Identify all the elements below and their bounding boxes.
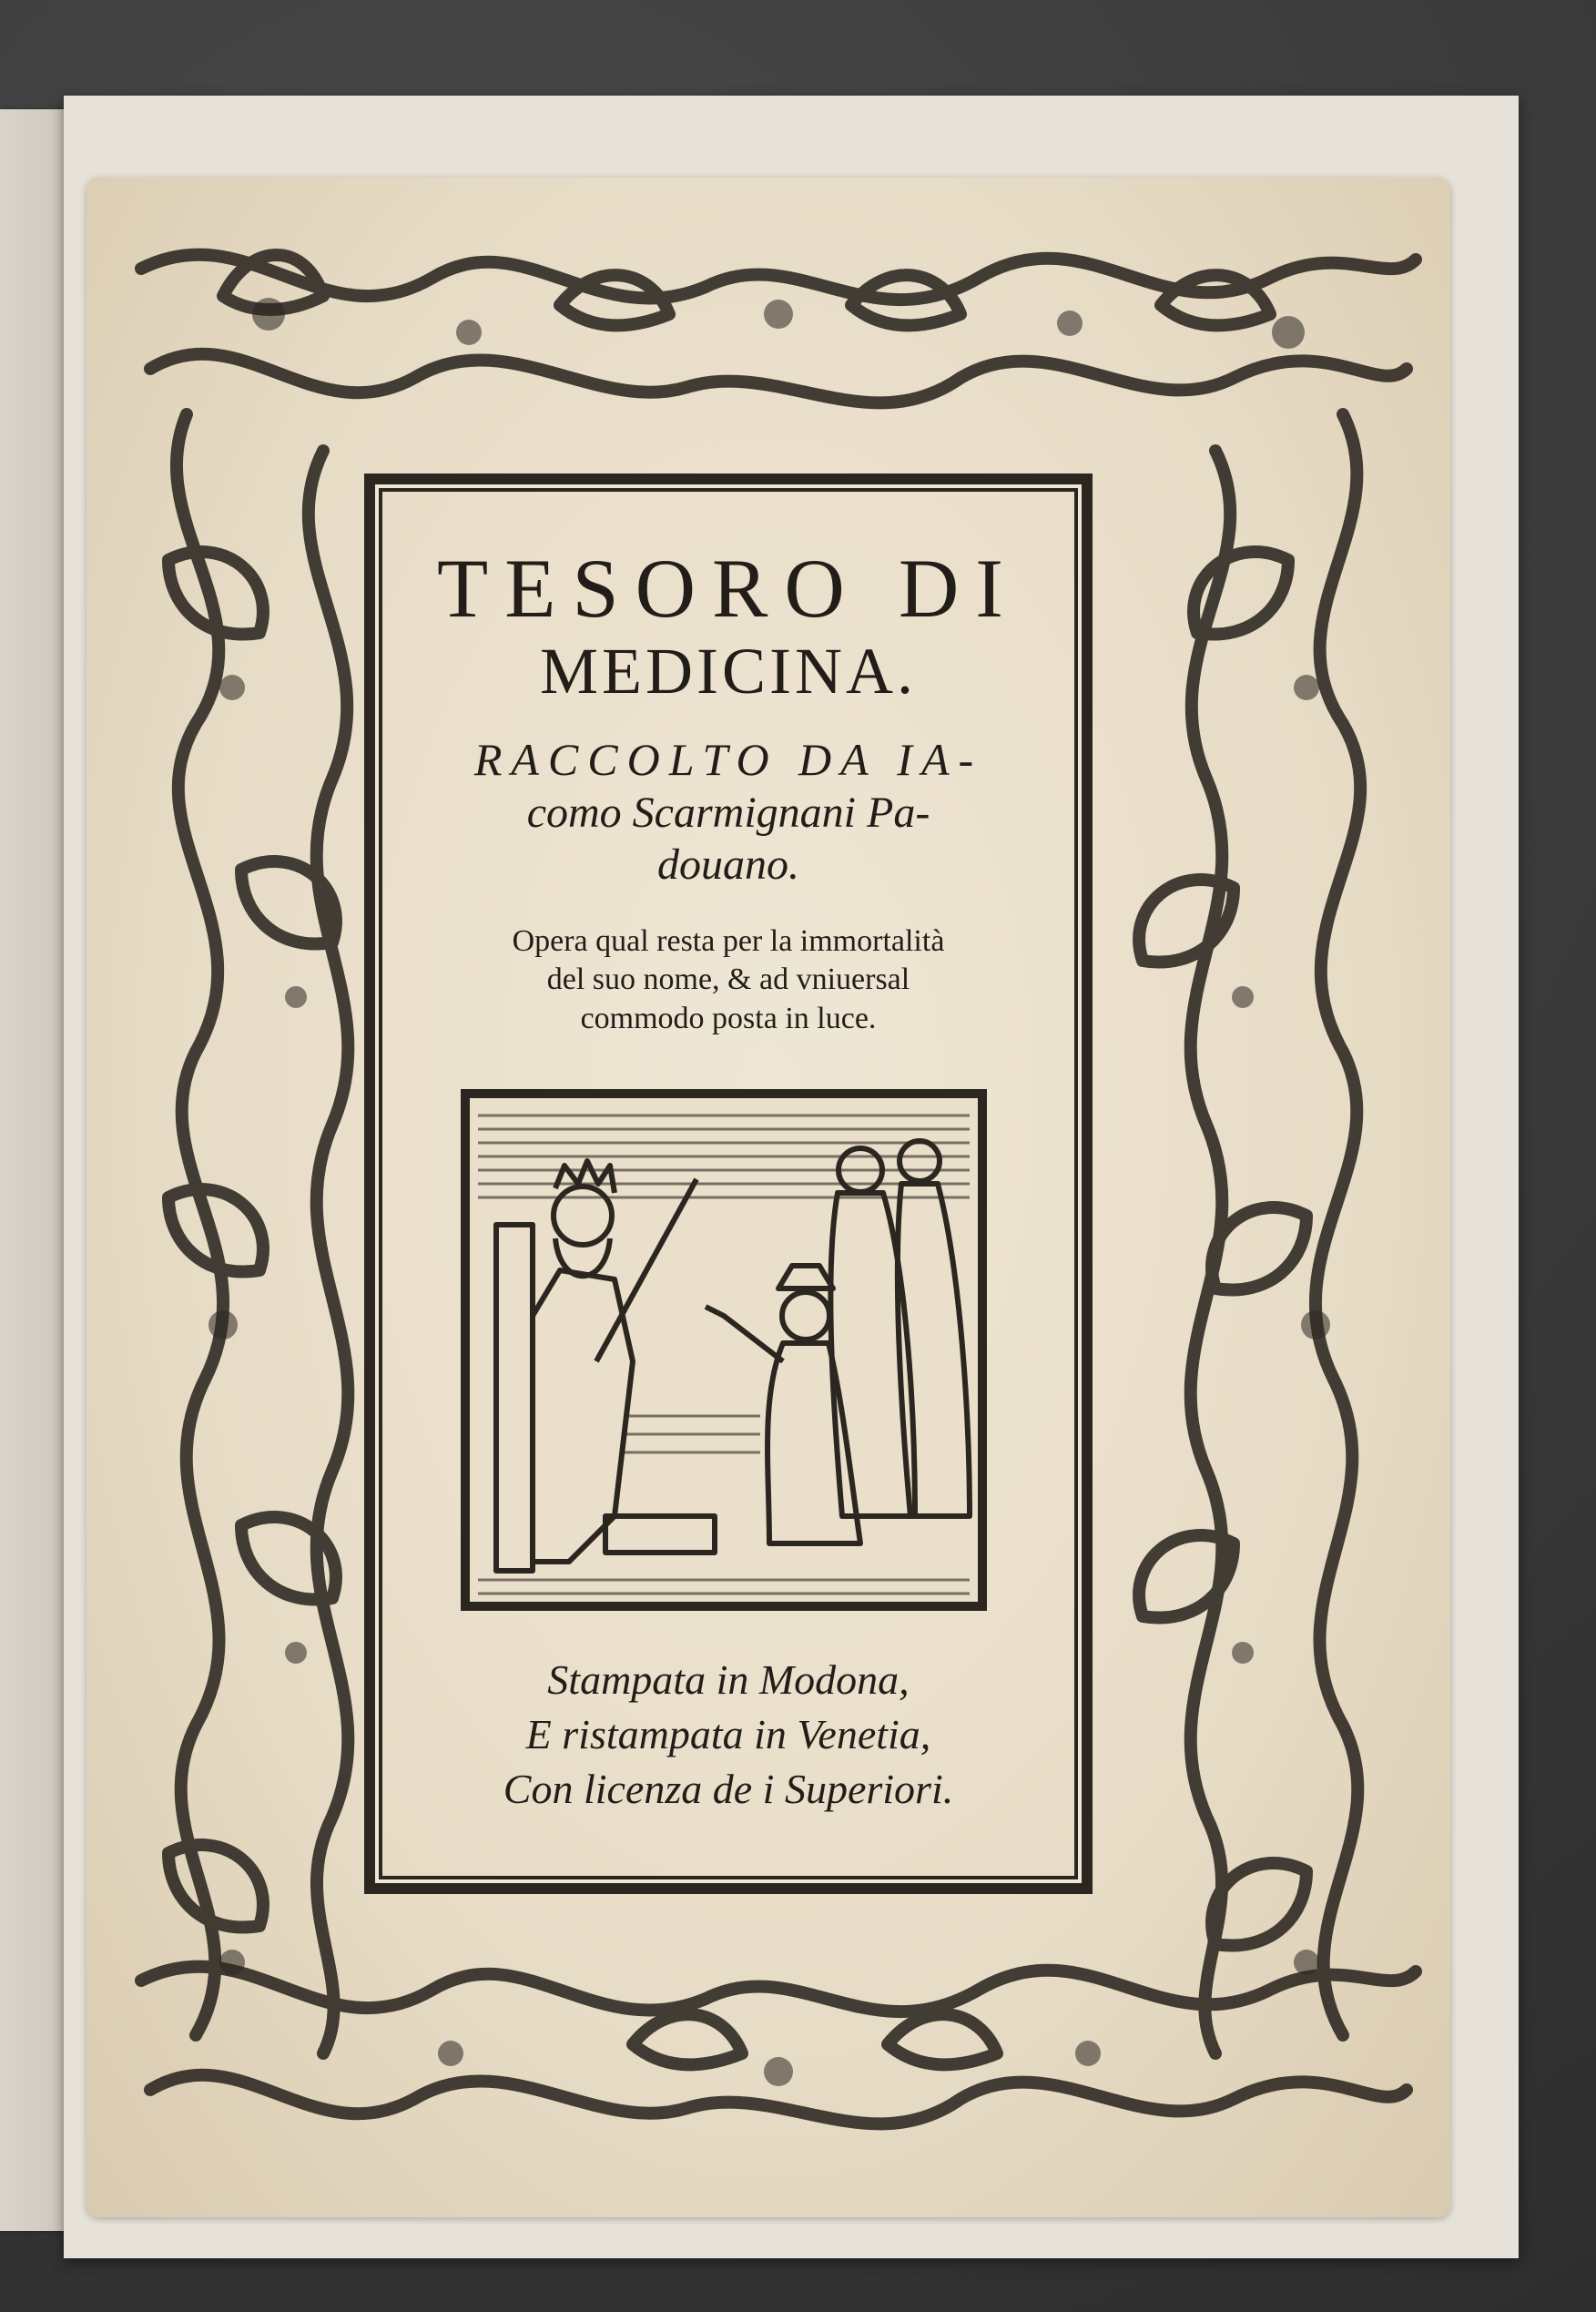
title-line-1: TESORO DI <box>437 542 1020 635</box>
description-line-3: commodo posta in luce. <box>580 1001 877 1035</box>
subtitle-line-3: douano. <box>657 840 799 890</box>
author-attribution <box>373 732 1083 891</box>
imprint-line-2: E ristampata in Venetia, <box>525 1710 931 1757</box>
description-line-2: del suo nome, & ad vniuersal <box>546 962 910 997</box>
imprint-line-3: Con licenza de i Superiori. <box>503 1765 954 1812</box>
woodcut-illustration <box>460 1088 988 1612</box>
description-line-1: Opera qual resta per la immortalità <box>512 923 945 958</box>
subtitle-line-1: RACCOLTO DA IA- <box>473 733 983 785</box>
title-line-2: MEDICINA. <box>540 635 917 708</box>
title-text-block <box>373 542 1083 1038</box>
imprint-line-1: Stampata in Modona, <box>547 1656 910 1703</box>
subtitle-line-2: como Scarmignani Pa- <box>526 788 930 837</box>
description <box>373 922 1083 1039</box>
imprint <box>373 1653 1083 1816</box>
